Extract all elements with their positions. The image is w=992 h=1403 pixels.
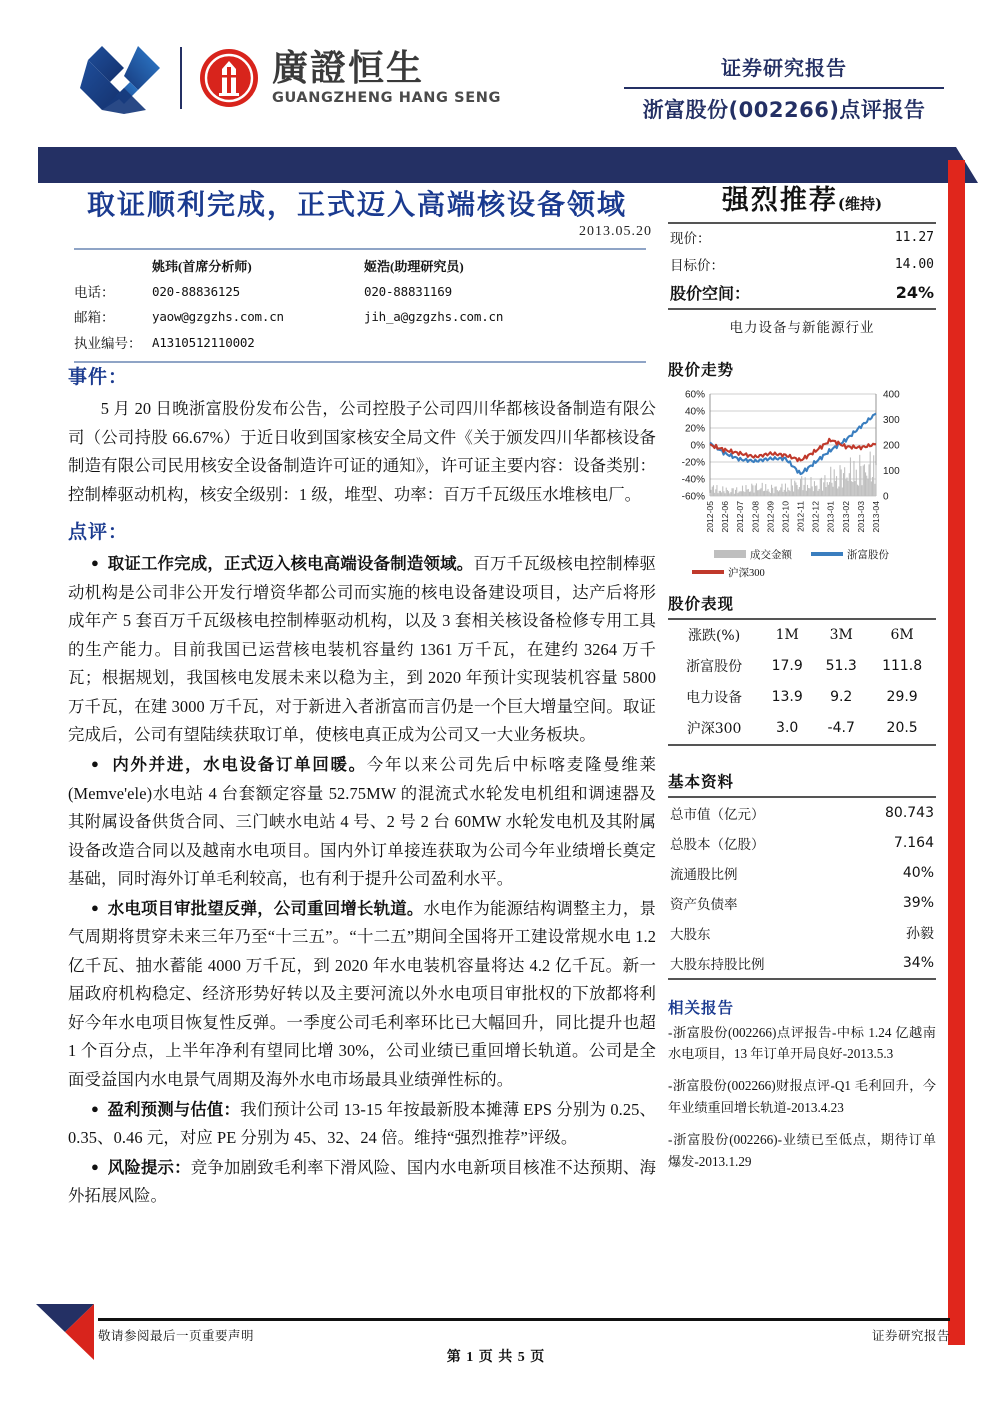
perf-row-1-3m: 9.2: [830, 689, 853, 706]
perf-heading: 股价表现: [668, 593, 735, 613]
analyst-phone-row: [74, 280, 646, 306]
chart-xtick: 2012-05: [705, 500, 715, 533]
table-row: [668, 858, 936, 888]
perf-row-0-1m: 17.9: [771, 658, 803, 675]
chart-ytick-left: 0%: [690, 440, 705, 452]
brand-logo: [78, 42, 501, 114]
sidebar: [668, 186, 936, 1183]
event-paragraph: 5 月 20 日晚浙富股份发布公告，公司控股子公司四川华都核设备制造有限公司（公司持股 66.67%）于近日收到国家核安全局文件《关于颁发四川华都核设备制造有限公司民用核安全设备制造许可证的通知》，许可证主要内容：设备类别：控制棒驱动机构，核安全级别：1 级，堆型、功率：百万千瓦级压水堆核电厂。: [68, 399, 656, 504]
brand-name-en: GUANGZHENG HANG SENG: [272, 90, 501, 107]
bullet-icon: ●: [90, 555, 100, 571]
list-item: [68, 895, 656, 1095]
chart-ytick-left: 60%: [684, 389, 705, 401]
perf-row-0-6m: 111.8: [882, 658, 923, 675]
basic-label-0: 总市值（亿元）: [670, 806, 765, 822]
basic-info-table: [668, 796, 936, 980]
basic-value-2: 40%: [902, 864, 934, 881]
list-item: [68, 1154, 656, 1211]
footer-disclaimer: 敬请参阅最后一页重要声明: [98, 1329, 255, 1343]
chart-xtick: 2013-03: [855, 500, 866, 533]
table-row: [668, 918, 936, 948]
upside-label: 股价空间：: [670, 286, 751, 304]
license-empty-cell: [364, 331, 646, 357]
analyst-license-row: [74, 331, 646, 357]
chart-legend-label: 成交金额: [750, 549, 792, 561]
perf-row-2-6m: 20.5: [886, 720, 918, 737]
table-row: [668, 797, 936, 828]
bullet-text: 竞争加剧致毛利率下滑风险、国内水电新项目核准不达预期、海外拓展风险。: [68, 1157, 656, 1206]
chart-xtick: 2012-06: [720, 500, 731, 533]
analyst-2-phone: 020-88831169: [364, 283, 452, 299]
perf-col-0: 涨跌(%): [687, 628, 741, 645]
page-number: 第 1 页 共 5 页: [446, 1350, 546, 1365]
perf-row-0-3m: 51.3: [825, 658, 857, 675]
basic-label-5: 大股东持股比例: [670, 956, 765, 972]
table-row: [668, 251, 936, 278]
basic-value-4: 孙毅: [906, 925, 934, 942]
footer-divider: [98, 1318, 950, 1321]
phone-label: 电话：: [74, 284, 115, 300]
bullet-lead: 取证工作完成，正式迈入核电高端设备制造领域。: [107, 554, 474, 574]
footer-report-type: 证券研究报告: [871, 1329, 950, 1343]
chart-xtick: 2012-10: [780, 500, 791, 533]
event-heading: 事件：: [68, 366, 129, 388]
upside-value: 24%: [895, 283, 934, 303]
analyst-2-email[interactable]: jih_a@gzgzhs.com.cn: [364, 309, 504, 325]
chart-ytick-left: 20%: [684, 423, 705, 435]
bullet-text: 今年以来公司先后中标喀麦隆曼维莱(Memve'ele)水电站 4 台套额定容量 52.75MW 的混流式水轮发电机组和调速器及其附属设备供货合同、三门峡水电站 4 号、2 号 2 台 60MW 水轮发电机及其附属设备改造合同以及越南水电项目。国内外订单接连获取为公司今年业绩增长奠定基础，同时海外订单毛利较高，也有利于提升公司盈利水平。: [68, 755, 656, 889]
list-item: [68, 550, 656, 750]
perf-row-0-name: 浙富股份: [686, 659, 743, 676]
bullet-text: 百万千瓦级核电控制棒驱动机构是公司非公开发行增资华都公司而实施的核电设备建设项目，达产后将形成年产 5 套百万千瓦级核电控制棒驱动机构，以及 3 套相关核设备检修专用工具的生产能力。目前我国已运营核电装机容量约 1361 万千瓦，在建约 3264 万千瓦；根据规划，我国核电发展未来以稳为主，到 2020 年预计实现装机容量 5800 万千瓦，在建 3000 万千瓦，对于新进入者浙富而言仍是一个巨大增量空间。取证完成后，公司有望陆续获取订单，使核电真正成为公司又一大业务板块。: [68, 554, 657, 745]
analyst-contact-table: [74, 248, 646, 363]
chart-legend-label: 沪深300: [728, 567, 765, 579]
perf-row-2-name: 沪深300: [686, 721, 742, 738]
report-type-label: 证券研究报告: [721, 56, 847, 80]
table-row: [668, 713, 936, 745]
related-heading: 相关报告: [668, 997, 735, 1017]
chart-ytick-right: 100: [883, 465, 900, 477]
chart-ytick-left: -20%: [681, 457, 705, 469]
perf-row-1-name: 电力设备: [686, 690, 743, 707]
bullet-icon: ●: [90, 1158, 100, 1174]
analyst-email-row: [74, 305, 646, 331]
basic-label-2: 流通股比例: [670, 866, 738, 882]
related-report-item[interactable]: -浙富股份(002266)财报点评-Q1 毛利回升，今年业绩重回增长轨道-2013.4.23: [668, 1078, 936, 1115]
chart-ytick-right: 400: [883, 389, 900, 401]
basic-label-1: 总股本（亿股）: [670, 836, 765, 852]
chart-xtick: 2012-08: [750, 500, 761, 533]
table-row: [668, 888, 936, 918]
analyst-row-spacer: [74, 255, 152, 280]
page-title: 取证顺利完成，正式迈入高端核设备领域: [86, 188, 627, 221]
rating-value: 强烈推荐: [721, 185, 838, 216]
chart-ytick-left: -60%: [681, 491, 705, 503]
chart-ytick-right: 200: [883, 440, 900, 452]
current-price-label: 现价：: [670, 231, 711, 247]
related-reports-block: [668, 996, 936, 1172]
table-row: [668, 278, 936, 309]
bullet-text: 我们预计公司 13-15 年按最新股本摊薄 EPS 分别为 0.25、0.35、0.46 元，对应 PE 分别为 45、32、24 倍。维持“强烈推荐”评级。: [68, 1099, 656, 1148]
chart-xtick: 2013-01: [825, 500, 836, 533]
bullet-lead: 风险提示：: [107, 1157, 191, 1177]
industry-label: 电力设备与新能源行业: [729, 319, 875, 335]
list-item: [68, 1096, 656, 1153]
perf-col-2: 3M: [829, 627, 853, 644]
perf-row-2-3m: -4.7: [827, 720, 855, 737]
header-report-labels: [624, 52, 944, 124]
red-side-strip: [948, 160, 965, 1345]
report-date: 2013.05.20: [579, 224, 652, 239]
basic-label-3: 资产负债率: [670, 896, 738, 912]
chart-ytick-left: 40%: [684, 406, 705, 418]
chart-xtick: 2012-11: [795, 500, 806, 532]
analyst-names-row: [74, 255, 646, 280]
brand-name-cn: 廣證恒生: [272, 47, 425, 89]
bullet-icon: ●: [90, 756, 101, 772]
basic-heading: 基本资料: [668, 771, 735, 791]
table-row: [668, 948, 936, 979]
bullet-icon: ●: [90, 1100, 99, 1116]
chart-ytick-right: 300: [883, 414, 900, 426]
report-body: [68, 362, 656, 1212]
chart-legend-label: 浙富股份: [847, 549, 889, 561]
license-label: 执业编号：: [74, 335, 142, 351]
table-row: [668, 223, 936, 251]
performance-block: [668, 592, 936, 746]
table-header-row: [668, 619, 936, 651]
related-report-item[interactable]: -浙富股份(002266)-业绩已至低点，期待订单爆发-2013.1.29: [668, 1132, 936, 1169]
table-row: [668, 682, 936, 713]
basic-label-4: 大股东: [670, 926, 711, 942]
basic-value-5: 34%: [902, 954, 934, 971]
report-subject-label: 浙富股份(002266)点评报告: [642, 98, 926, 122]
basic-value-3: 39%: [902, 894, 934, 911]
chart-xtick: 2012-07: [735, 500, 746, 533]
perf-row-1-1m: 13.9: [771, 689, 803, 706]
target-price-label: 目标价：: [670, 258, 724, 274]
hang-seng-seal-icon: [198, 47, 260, 109]
header-divider: [624, 87, 944, 89]
basic-info-block: [668, 770, 936, 980]
chart-heading: 股价走势: [668, 359, 735, 379]
email-label: 邮箱：: [74, 310, 115, 326]
perf-row-2-1m: 3.0: [776, 720, 799, 737]
bullet-lead: 水电项目审批望反弹，公司重回增长轨道。: [107, 898, 424, 918]
perf-row-1-6m: 29.9: [886, 689, 918, 706]
stock-trend-chart: [668, 384, 936, 584]
chart-xtick: 2013-02: [840, 500, 851, 533]
chart-xtick: 2013-04: [871, 500, 881, 533]
comment-heading: 点评：: [68, 521, 129, 544]
chart-ytick-left: -40%: [681, 474, 705, 486]
perf-col-3: 6M: [890, 627, 914, 644]
rating-note: (维持): [837, 195, 883, 213]
table-row: [668, 828, 936, 858]
analyst-2-name: 姬浩(助理研究员): [364, 259, 464, 274]
current-price-value: 11.27: [894, 229, 934, 245]
target-price-value: 14.00: [894, 256, 934, 272]
bullet-lead: 盈利预测与估值：: [107, 1099, 241, 1119]
analyst-1-license: A1310512110002: [152, 334, 255, 350]
table-row: [668, 651, 936, 682]
list-item: [68, 751, 656, 894]
bullet-lead: 内外并进，水电设备订单回暖。: [112, 755, 367, 775]
chart-xtick: 2012-09: [765, 500, 776, 533]
stock-chart-block: [668, 358, 936, 584]
basic-value-1: 7.164: [893, 834, 934, 851]
analyst-1-email[interactable]: yaow@gzgzhs.com.cn: [152, 309, 284, 325]
chart-xtick: 2012-12: [810, 500, 821, 533]
navy-banner-bar: [38, 147, 978, 183]
bullet-icon: ●: [90, 899, 100, 915]
diamond-logo-icon: [78, 42, 162, 114]
chart-series-line: [710, 413, 876, 473]
performance-table: [668, 618, 936, 746]
analyst-1-name: 姚玮(首席分析师): [152, 259, 252, 274]
price-box-table: [668, 222, 936, 310]
bullet-text: 水电作为能源结构调整主力，景气周期将贯穿未来三年乃至“十三五”。“十二五”期间全国将开工建设常规水电 1.2 亿千瓦、抽水蓄能 4000 万千瓦，到 2020 年水电装机容量将达 4.2 亿千瓦。新一届政府机构稳定、经济形势好转以及主要河流以外水电项目审批权的下放都将利好今年水电项目恢复性反弹。一季度公司毛利率环比已大幅回升，同比提升也超 1 个百分点，上半年净利有望同比增 30%，公司业绩已重回增长轨道。公司是全面受益国内水电景气周期及海外水电市场最具业绩弹性标的。: [68, 898, 657, 1090]
logo-divider: [180, 47, 182, 109]
rating-badge: [668, 186, 936, 216]
related-report-item[interactable]: -浙富股份(002266)点评报告-中标 1.24 亿越南水电项目，13 年订单开局良好-2013.5.3: [668, 1024, 936, 1062]
perf-col-1: 1M: [775, 627, 799, 644]
analyst-1-phone: 020-88836125: [152, 283, 240, 299]
brand-wordmark: [272, 47, 501, 107]
chart-ytick-right: 0: [883, 491, 889, 503]
page-header: [0, 0, 992, 145]
comment-bullet-list: [68, 550, 656, 1211]
basic-value-0: 80.743: [885, 804, 934, 821]
